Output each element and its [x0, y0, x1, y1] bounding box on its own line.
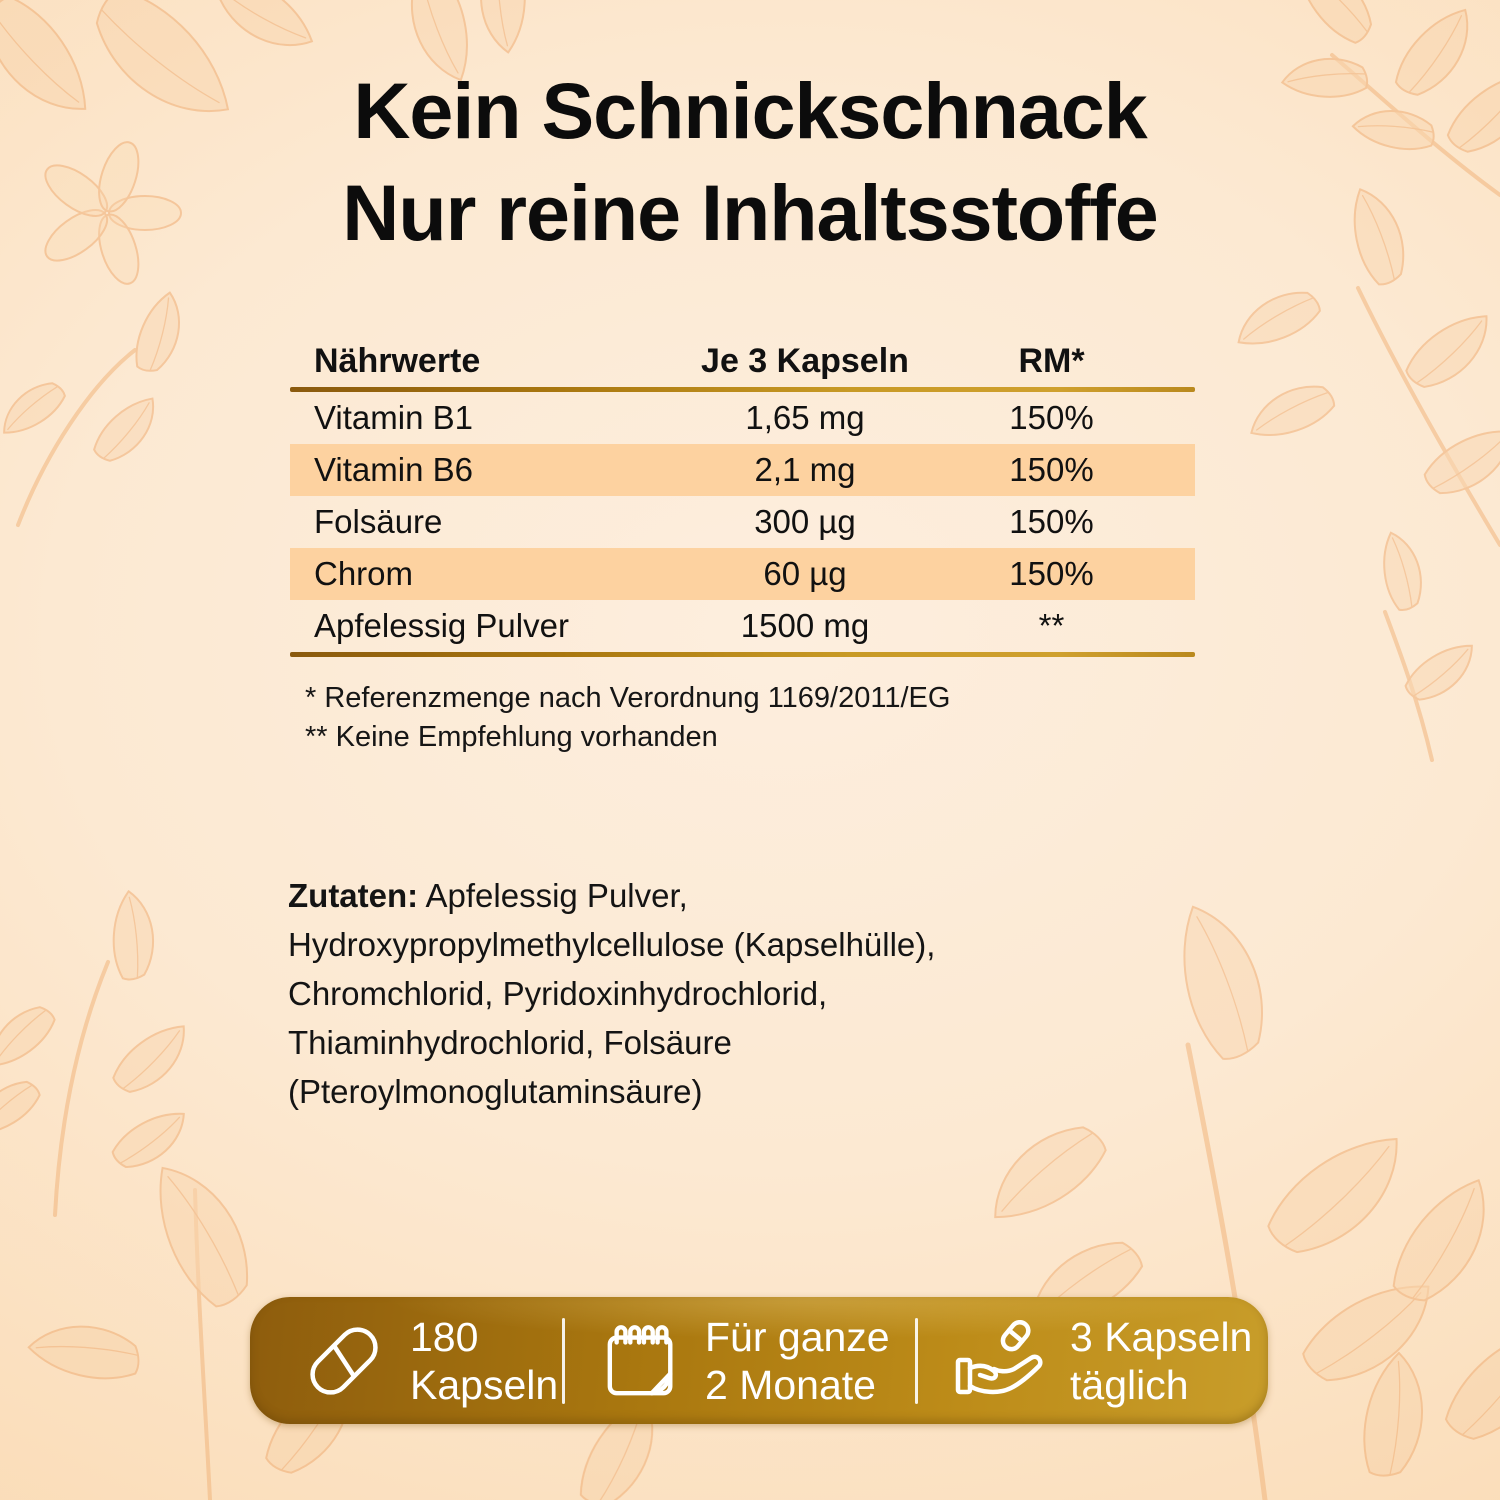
nutrient-amount: 60 µg: [763, 555, 847, 592]
table-bottom-rule: [290, 652, 1195, 657]
badge-line: 2 Monate: [705, 1361, 876, 1408]
ingredients-text: Apfelessig Pulver, Hydroxypropylmethylcellulose (Kapselhülle), Chromchlorid, Pyridoxinhydrochlorid, Thiaminhydrochlorid, Folsäure (Pteroylmonoglutaminsäure): [288, 877, 936, 1110]
header-rm: RM*: [1018, 341, 1085, 380]
capsule-icon: [302, 1319, 386, 1403]
nutrient-rm: 150%: [1009, 503, 1094, 540]
ingredients-paragraph: [288, 871, 1106, 1116]
badge-capsule-count-label: [410, 1313, 558, 1409]
nutrient-amount: 2,1 mg: [754, 451, 856, 488]
table-row: [290, 600, 1195, 652]
title-line-1: Kein Schnickschnack: [353, 66, 1147, 155]
nutrient-name: Vitamin B6: [314, 451, 473, 488]
badge-daily-dose: [918, 1313, 1268, 1409]
badge-line: Für ganze: [705, 1313, 890, 1360]
badge-duration-label: [705, 1313, 890, 1409]
nutrient-rm: 150%: [1009, 399, 1094, 436]
badge-daily-dose-label: [1070, 1313, 1252, 1409]
footnote-reference-amount: * Referenzmenge nach Verordnung 1169/2011/EG: [305, 682, 951, 714]
badge-line: täglich: [1070, 1361, 1189, 1408]
info-bar: [250, 1297, 1268, 1424]
table-header-row: [290, 335, 1195, 387]
table-row: [290, 548, 1195, 600]
table-footnotes: [305, 679, 950, 757]
badge-line: 180: [410, 1313, 479, 1360]
nutrient-rm: 150%: [1009, 451, 1094, 488]
nutrient-rm: **: [1038, 607, 1065, 644]
hand-capsule-icon: [954, 1320, 1046, 1402]
nutrient-name: Apfelessig Pulver: [314, 607, 569, 644]
badge-duration: [565, 1313, 915, 1409]
footnote-no-recommendation: ** Keine Empfehlung vorhanden: [305, 721, 718, 753]
badge-capsule-count: [250, 1313, 562, 1409]
nutrient-amount: 300 µg: [754, 503, 856, 540]
nutrition-table: [290, 335, 1195, 657]
ingredients-label: Zutaten:: [288, 877, 419, 914]
nutrient-amount: 1,65 mg: [745, 399, 865, 436]
nutrient-name: Folsäure: [314, 503, 443, 540]
header-nutrients: Nährwerte: [314, 341, 481, 380]
title-line-2: Nur reine Inhaltsstoffe: [342, 168, 1158, 257]
calendar-icon: [603, 1320, 681, 1402]
header-per-3-capsules: Je 3 Kapseln: [701, 341, 909, 380]
badge-line: 3 Kapseln: [1070, 1313, 1253, 1360]
nutrient-amount: 1500 mg: [740, 607, 870, 644]
nutrient-name: Chrom: [314, 555, 414, 592]
table-row: [290, 444, 1195, 496]
nutrient-name: Vitamin B1: [314, 399, 473, 436]
nutrient-rm: 150%: [1009, 555, 1094, 592]
badge-line: Kapseln: [410, 1361, 559, 1408]
table-row: [290, 496, 1195, 548]
page-title: [0, 60, 1500, 264]
table-row: [290, 392, 1195, 444]
